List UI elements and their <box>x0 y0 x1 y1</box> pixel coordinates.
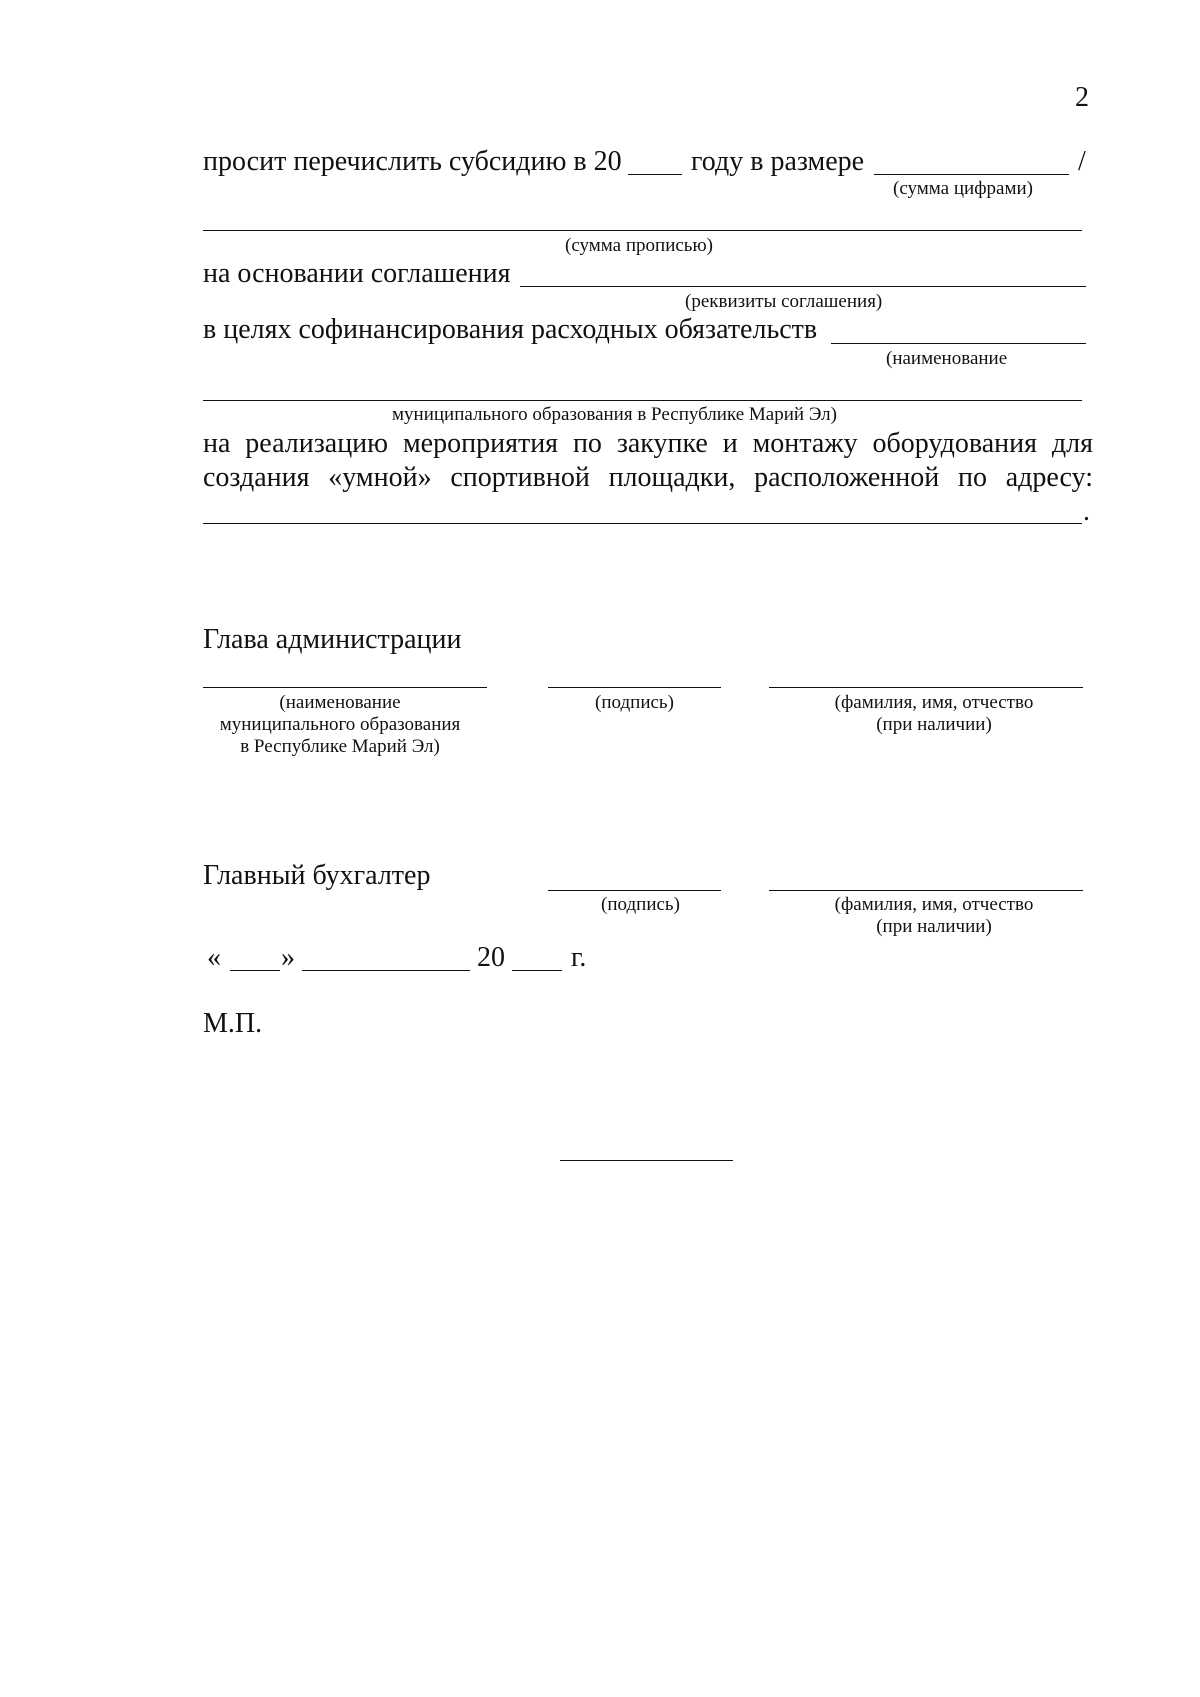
address-blank <box>203 523 1082 524</box>
page-number: 2 <box>1075 82 1089 113</box>
head-hint-name-1: (наименование <box>279 692 401 713</box>
hint-municipality: муниципального образования в Республике Марий Эл) <box>392 404 837 425</box>
hint-agreement: (реквизиты соглашения) <box>685 291 883 312</box>
municipality-name-blank <box>831 343 1086 344</box>
agreement-blank <box>520 286 1086 287</box>
purpose-intro-text: в целях софинансирования расходных обязательств <box>203 314 818 345</box>
purpose-line-2: создания «умной» спортивной площадки, расположенной по адресу: <box>203 462 1093 493</box>
accountant-signature-blank <box>548 890 721 891</box>
accountant-title: Главный бухгалтер <box>203 860 431 891</box>
head-hint-name-2: муниципального образования <box>219 714 461 735</box>
accountant-hint-signature: (подпись) <box>601 894 680 915</box>
date-close-quote: » <box>281 942 295 973</box>
year-text: году в размере <box>691 146 865 177</box>
head-hint-fio-2: (при наличии) <box>876 714 992 735</box>
sum-words-blank <box>203 230 1082 231</box>
hint-sum-words: (сумма прописью) <box>565 235 713 256</box>
stamp-placeholder: М.П. <box>203 1008 263 1039</box>
accountant-hint-fio-2: (при наличии) <box>876 916 992 937</box>
head-hint-fio-1: (фамилия, имя, отчество <box>834 692 1034 713</box>
head-hint-signature: (подпись) <box>595 692 674 713</box>
hint-name: (наименование <box>886 348 1008 369</box>
accountant-hint-fio-1: (фамилия, имя, отчество <box>834 894 1034 915</box>
year-blank <box>628 174 682 175</box>
slash: / <box>1078 146 1086 177</box>
head-title: Глава администрации <box>203 624 462 655</box>
head-fio-blank <box>769 687 1083 688</box>
sum-digits-blank <box>874 174 1069 175</box>
date-year-blank <box>512 970 562 971</box>
purpose-line-1: на реализацию мероприятия по закупке и монтажу оборудования для <box>203 428 1093 459</box>
municipality-blank <box>203 400 1082 401</box>
hint-sum-digits: (сумма цифрами) <box>893 178 1033 199</box>
accountant-fio-blank <box>769 890 1083 891</box>
end-separator <box>560 1160 733 1161</box>
request-text: просит перечислить субсидию в 20 <box>203 146 622 177</box>
date-open-quote: « <box>207 942 221 973</box>
head-hint-name-3: в Республике Марий Эл) <box>240 736 440 757</box>
day-blank <box>230 970 280 971</box>
head-municipality-blank <box>203 687 487 688</box>
head-signature-blank <box>548 687 721 688</box>
date-year-suffix: г. <box>571 942 587 973</box>
address-end: . <box>1083 496 1090 527</box>
month-blank <box>302 970 470 971</box>
date-year-prefix: 20 <box>477 942 505 973</box>
agreement-text: на основании соглашения <box>203 258 511 289</box>
